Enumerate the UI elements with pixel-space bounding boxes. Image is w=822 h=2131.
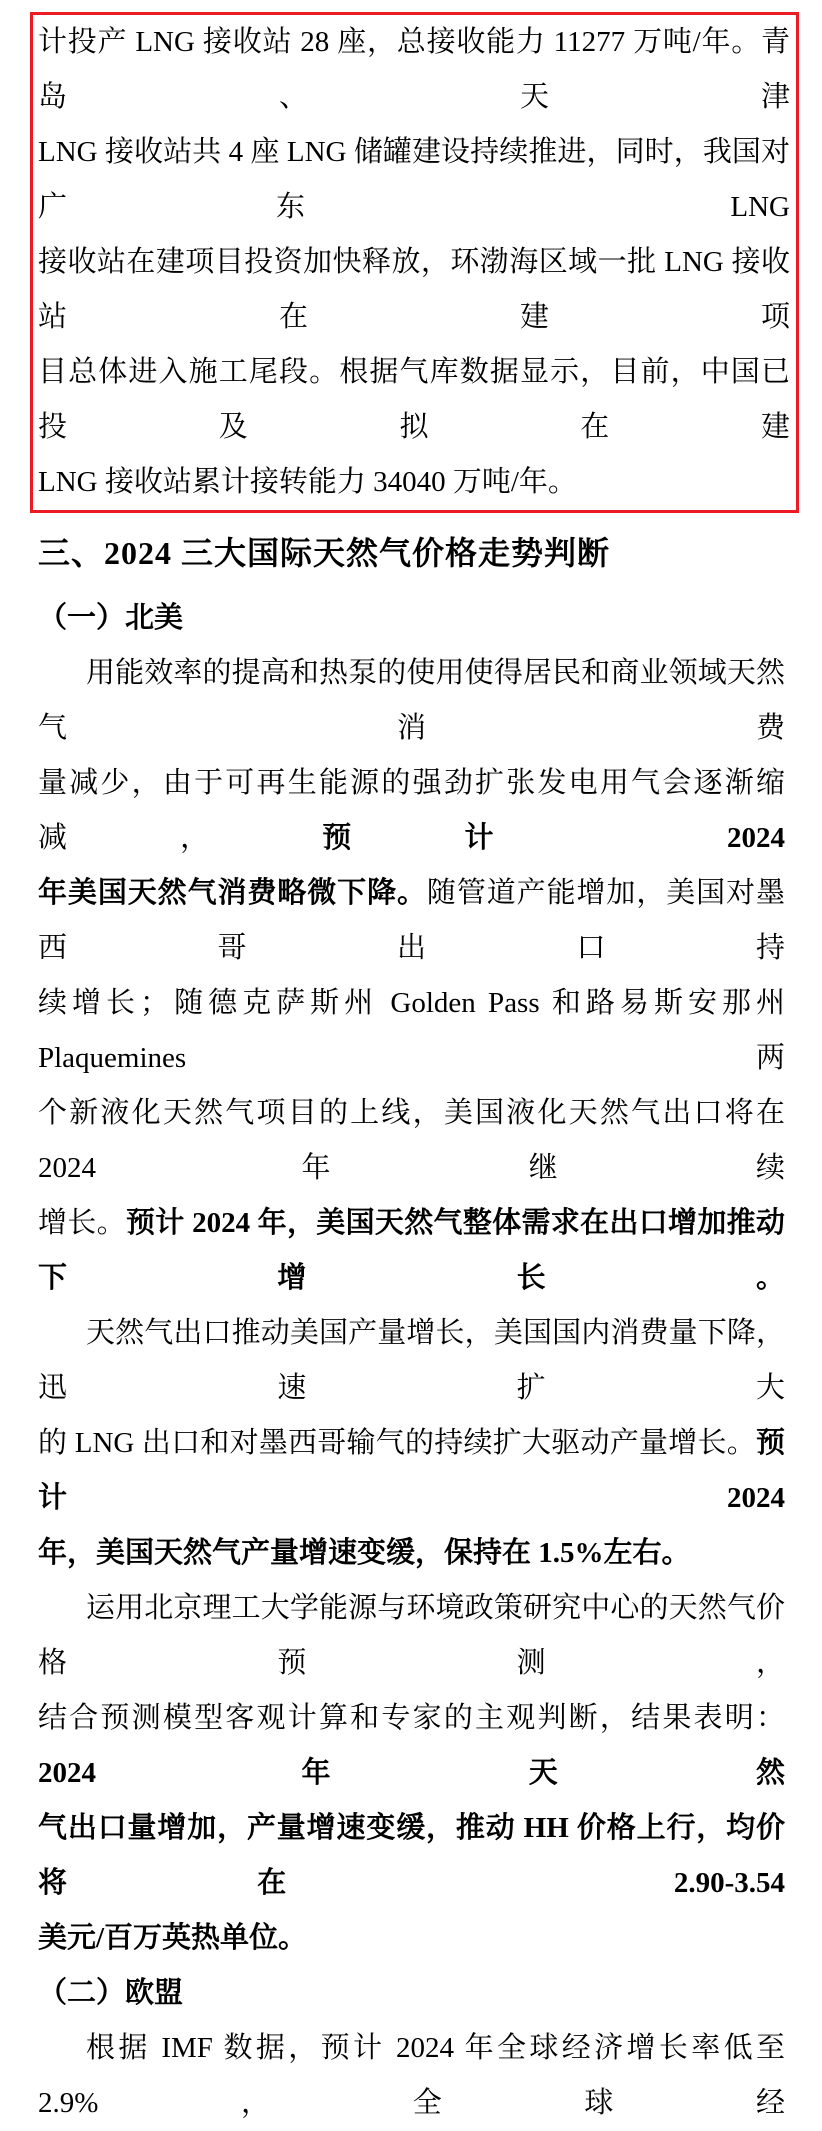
text-segment: 增长。	[38, 1207, 126, 1239]
bold-text-segment: 预计 2024	[38, 1427, 785, 1514]
bold-text-segment: 气出口量增加，产量增速变缓，推动 HH 价格上行，均价将在 2.90-3.54	[38, 1812, 785, 1899]
text-line	[38, 1196, 785, 1306]
paragraph-eu-economy	[38, 2021, 785, 2131]
text-line	[38, 235, 790, 345]
section-heading: 三、2024 三大国际天然气价格走势判断	[38, 535, 611, 571]
text-segment: 目总体进入施工尾段。根据气库数据显示，目前，中国已投及拟在建	[38, 356, 790, 443]
text-line	[38, 756, 785, 866]
highlight-annotation-box	[30, 12, 799, 513]
bold-text-segment: 年美国天然气消费略微下降。	[38, 877, 427, 909]
bold-text-segment: 2024 年天然	[38, 1757, 785, 1789]
text-segment: 量减少，由于可再生能源的强劲扩张发电用气会逐渐缩减，	[38, 767, 785, 854]
text-line	[38, 976, 785, 1086]
bold-text-segment: 美元/百万英热单位。	[38, 1922, 308, 1954]
text-line	[38, 455, 790, 510]
text-line	[38, 125, 790, 235]
text-line	[38, 1801, 785, 1911]
text-line	[38, 2021, 785, 2131]
text-segment: 续增长；随德克萨斯州 Golden Pass 和路易斯安那州 Plaquemines 两	[38, 987, 785, 1074]
text-line	[38, 1306, 785, 1416]
paragraph-north-america-consumption	[38, 646, 785, 1306]
text-line	[38, 1416, 785, 1526]
bold-text-segment: 预计 2024	[322, 822, 785, 854]
text-line	[38, 646, 785, 756]
bold-text-segment: 年，美国天然气产量增速变缓，保持在 1.5%左右。	[38, 1537, 691, 1569]
text-line	[38, 1526, 785, 1581]
paragraph-north-america-production	[38, 1306, 785, 1581]
text-segment: 的 LNG 出口和对墨西哥输气的持续扩大驱动产量增长。	[38, 1427, 756, 1459]
text-line	[38, 15, 790, 125]
text-segment: 接收站在建项目投资加快释放，环渤海区域一批 LNG 接收站在建项	[38, 246, 790, 333]
text-segment: 计投产 LNG 接收站 28 座，总接收能力 11277 万吨/年。青岛、天津	[38, 26, 790, 113]
text-segment: LNG 接收站共 4 座 LNG 储罐建设持续推进，同时，我国对广东 LNG	[38, 136, 790, 223]
text-segment: 用能效率的提高和热泵的使用使得居民和商业领域天然气消费	[38, 657, 785, 744]
text-segment: 个新液化天然气项目的上线，美国液化天然气出口将在 2024 年继续	[38, 1097, 785, 1184]
bold-text-segment: 预计 2024 年，美国天然气整体需求在出口增加推动下增长。	[38, 1207, 785, 1294]
text-segment: 根据 IMF 数据，预计 2024 年全球经济增长率低至 2.9%，全球经	[38, 2032, 785, 2119]
subsection-heading-eu: （二）欧盟	[38, 1977, 184, 2009]
subsection-heading-north-america: （一）北美	[38, 602, 184, 634]
text-segment: 随管道产能增加，美国对墨西哥出口持	[38, 877, 785, 964]
document-content	[38, 526, 785, 2131]
document-page	[0, 12, 822, 2119]
text-line	[38, 345, 790, 455]
text-line	[38, 1086, 785, 1196]
text-segment: LNG 接收站累计接转能力 34040 万吨/年。	[38, 466, 577, 498]
text-line	[38, 1691, 785, 1801]
text-line	[38, 1581, 785, 1691]
paragraph-north-america-price-forecast	[38, 1581, 785, 1966]
text-segment: 结合预测模型客观计算和专家的主观判断，结果表明：	[38, 1702, 785, 1734]
text-line	[38, 866, 785, 976]
text-segment: 运用北京理工大学能源与环境政策研究中心的天然气价格预测，	[38, 1592, 785, 1679]
text-segment: 天然气出口推动美国产量增长，美国国内消费量下降，迅速扩大	[38, 1317, 785, 1404]
text-line	[38, 1911, 785, 1966]
